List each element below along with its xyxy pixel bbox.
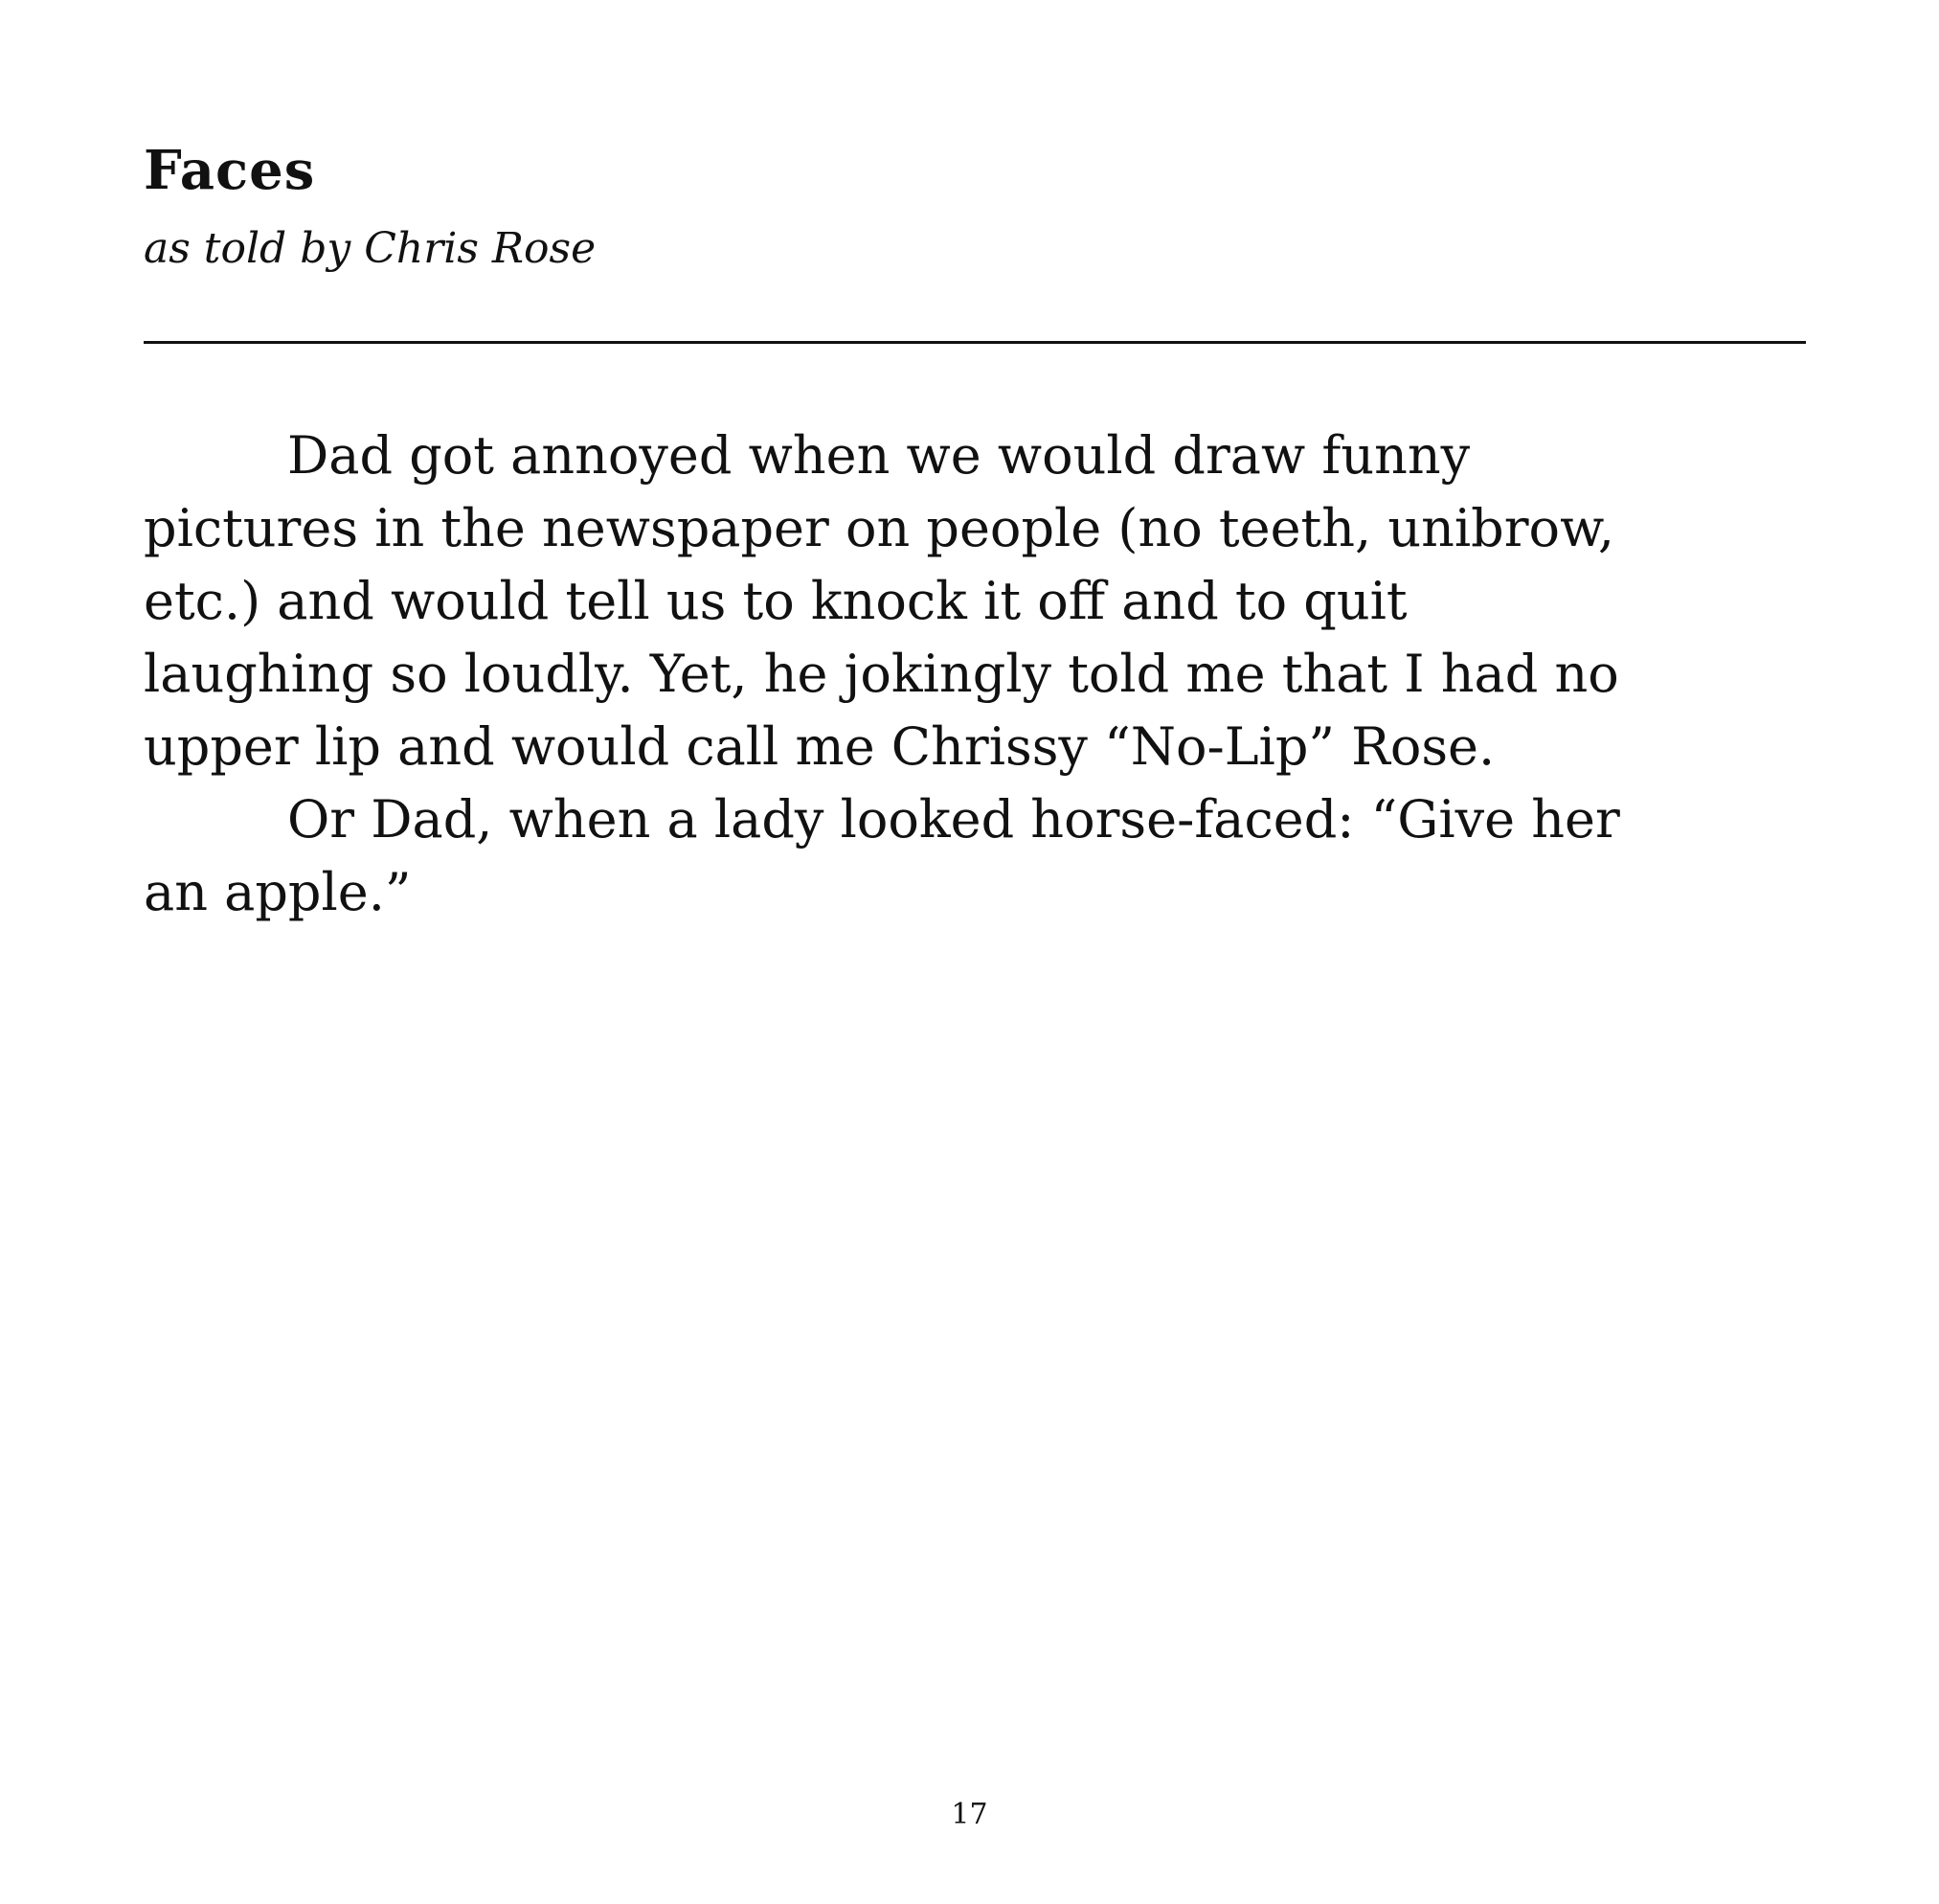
text-line: Or Dad, when a lady looked horse-faced: “Give her [287,789,1620,850]
text-line: laughing so loudly. Yet, he jokingly told me that I had no [144,644,1619,704]
story-text [144,419,1806,929]
text-line: pictures in the newspaper on people (no teeth, unibrow, [144,498,1615,558]
text-line: Dad got annoyed when we would draw funny [287,425,1471,486]
text-line: an apple.” [144,862,412,922]
text-line: etc.) and would tell us to knock it off and to quit [144,571,1408,631]
byline: as told by Chris Rose [144,224,597,273]
horizontal-rule [144,341,1806,344]
page-number: 17 [951,1798,988,1831]
page-title: Faces [144,139,316,202]
text-line: upper lip and would call me Chrissy “No-Lip” Rose. [144,716,1496,777]
